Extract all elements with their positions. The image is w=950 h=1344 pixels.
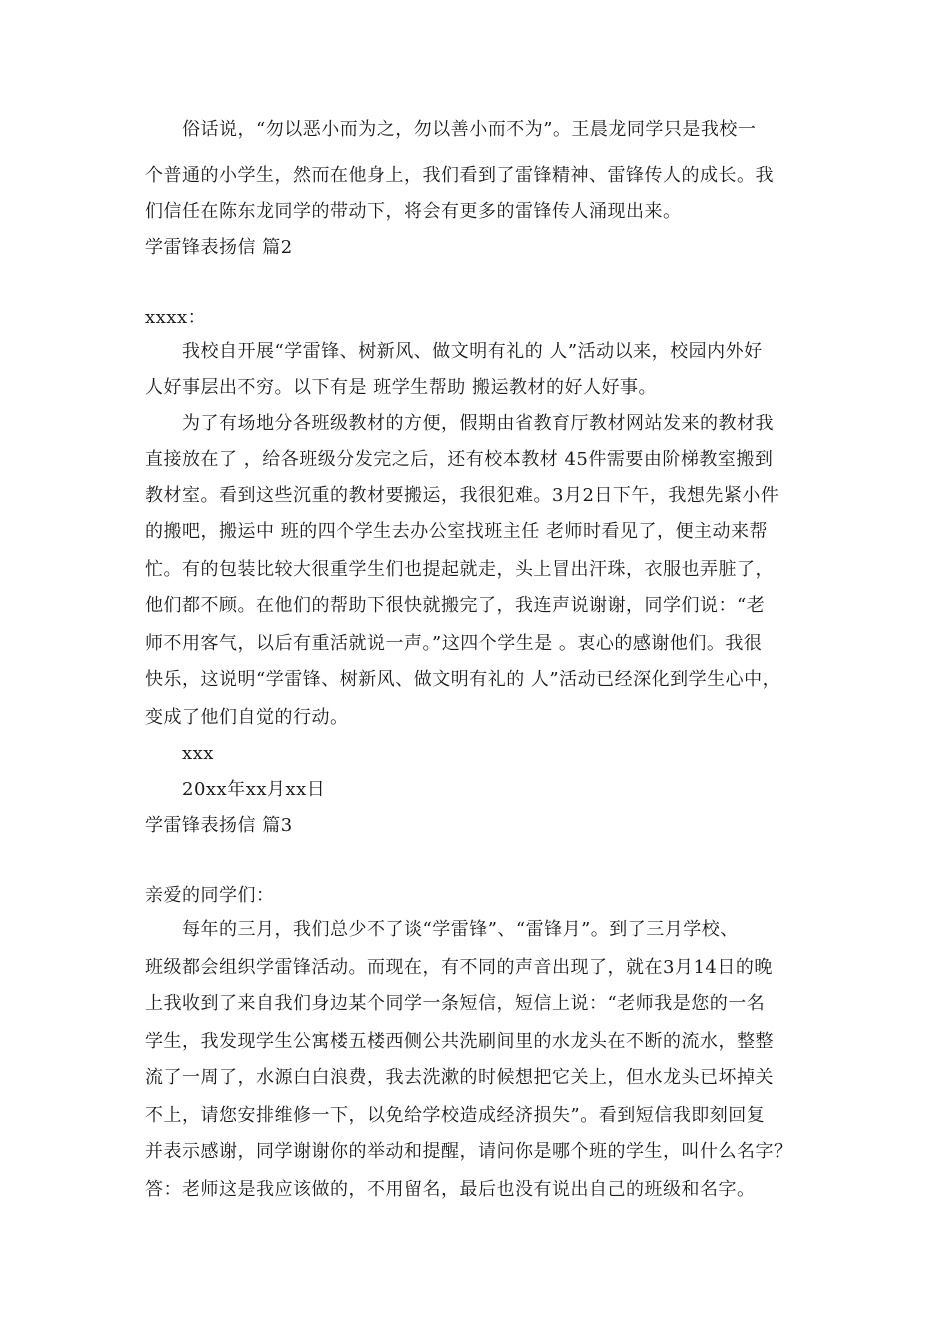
paragraph-line: 他们都不顾。在他们的帮助下很快就搬完了，我连声说谢谢，同学们说：“老 bbox=[145, 595, 766, 616]
section-title: 学雷锋表扬信 篇2 bbox=[145, 237, 293, 258]
paragraph-line: 我校自开展“学雷锋、树新风、做文明有礼的 人”活动以来，校园内外好 bbox=[182, 341, 763, 362]
date: 20xx年xx月xx日 bbox=[182, 779, 326, 800]
paragraph-line: 们信任在陈东龙同学的带动下，将会有更多的雷锋传人涌现出来。 bbox=[145, 201, 682, 222]
paragraph-line: 快乐，这说明“学雷锋、树新风、做文明有礼的 人”活动已经深化到学生心中， bbox=[145, 669, 782, 690]
paragraph-line: 变成了他们自觉的行动。 bbox=[145, 707, 349, 728]
paragraph-line: 师不用客气，以后有重活就说一声。”这四个学生是 。衷心的感谢他们。我很 bbox=[145, 633, 763, 654]
salutation: xxxx： bbox=[145, 307, 207, 328]
paragraph-line: 为了有场地分各班级教材的方便，假期由省教育厅教材网站发来的教材我 bbox=[182, 413, 774, 434]
paragraph-line: 流了一周了，水源白白浪费，我去洗漱的时候想把它关上，但水龙头已坏掉关 bbox=[145, 1067, 774, 1088]
paragraph-line: 上我收到了来自我们身边某个同学一条短信，短信上说：“老师我是您的一名 bbox=[145, 993, 766, 1014]
paragraph-line: 不上，请您安排维修一下，以免给学校造成经济损失”。看到短信我即刻回复 bbox=[145, 1105, 766, 1126]
paragraph-line: 俗话说，“勿以恶小而为之，勿以善小而不为”。王晨龙同学只是我校一 bbox=[182, 119, 757, 140]
section-title: 学雷锋表扬信 篇3 bbox=[145, 815, 293, 836]
paragraph-line: 并表示感谢，同学谢谢你的举动和提醒，请问你是哪个班的学生，叫什么名字？ bbox=[145, 1141, 793, 1162]
paragraph-line: 直接放在了 ，给各班级分发完之后，还有校本教材 45件需要由阶梯教室搬到 bbox=[145, 449, 774, 470]
paragraph-line: 每年的三月，我们总少不了谈“学雷锋”、“雷锋月”。到了三月学校、 bbox=[182, 919, 739, 940]
paragraph-line: 的搬吧，搬运中 班的四个学生去办公室找班主任 老师时看见了，便主动来帮 bbox=[145, 521, 768, 542]
paragraph-line: 教材室。看到这些沉重的教材要搬运，我很犯难。3月2日下午，我想先紧小件 bbox=[145, 485, 780, 506]
paragraph-line: 班级都会组织学雷锋活动。而现在，有不同的声音出现了，就在3月14日的晚 bbox=[145, 957, 773, 978]
paragraph-line: 答：老师这是我应该做的，不用留名，最后也没有说出自己的班级和名字。 bbox=[145, 1179, 756, 1200]
paragraph-line: 人好事层出不穷。以下有是 班学生帮助 搬运教材的好人好事。 bbox=[145, 377, 657, 398]
paragraph-line: 个普通的小学生，然而在他身上，我们看到了雷锋精神、雷锋传人的成长。我 bbox=[145, 165, 774, 186]
paragraph-line: 忙。有的包装比较大很重学生们也提起就走，头上冒出汗珠，衣服也弄脏了， bbox=[145, 559, 774, 580]
signature: xxx bbox=[182, 743, 214, 764]
salutation: 亲爱的同学们： bbox=[145, 885, 275, 906]
paragraph-line: 学生，我发现学生公寓楼五楼西侧公共洗刷间里的水龙头在不断的流水，整整 bbox=[145, 1031, 774, 1052]
